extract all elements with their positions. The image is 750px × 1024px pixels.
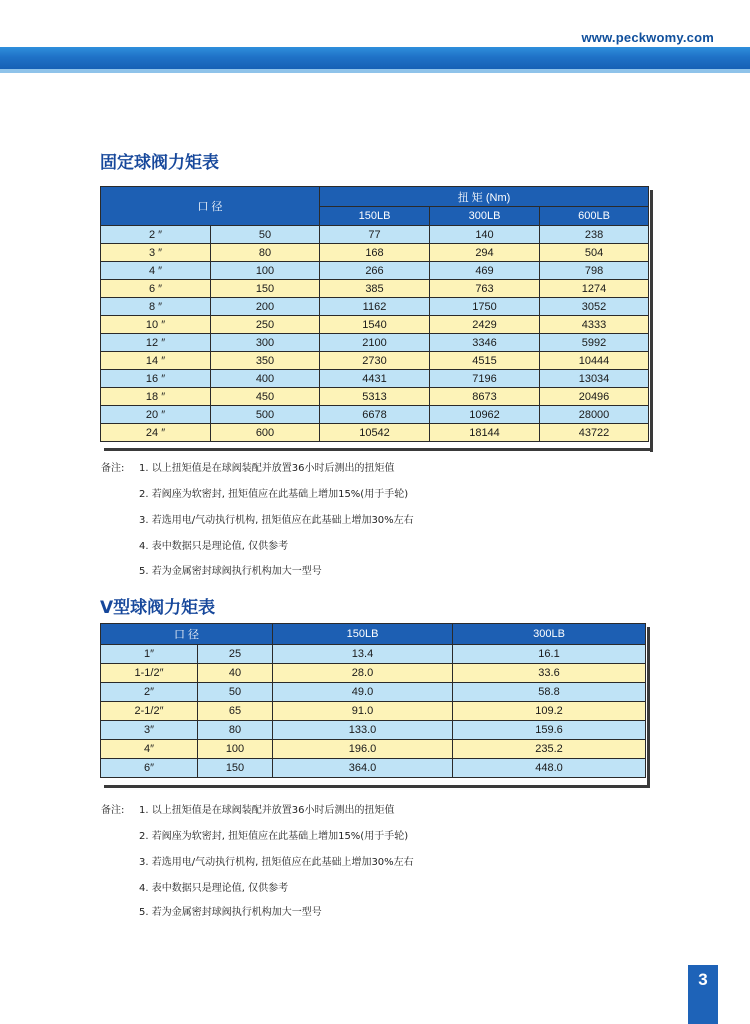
fixed-ball-valve-torque-table <box>100 186 649 442</box>
note-item: 4. 表中数据只是理论值, 仅供参考 <box>139 883 289 894</box>
cell-v150: 2100 <box>320 334 430 352</box>
cell-inch: 2-1/2″ <box>101 702 198 721</box>
cell-v300: 763 <box>430 280 540 298</box>
v-ball-valve-torque-table <box>100 623 646 778</box>
table2-shadow-bottom <box>104 785 650 788</box>
cell-dn: 100 <box>198 740 273 759</box>
cell-v600: 238 <box>540 226 649 244</box>
note-item: 2. 若阀座为软密封, 扭矩值应在此基础上增加15%(用于手轮) <box>139 489 409 500</box>
cell-dn: 80 <box>198 721 273 740</box>
cell-v150: 6678 <box>320 406 430 424</box>
cell-v150: 196.0 <box>273 740 453 759</box>
table-row <box>101 316 649 334</box>
cell-v150: 133.0 <box>273 721 453 740</box>
cell-v300: 109.2 <box>453 702 646 721</box>
cell-v600: 4333 <box>540 316 649 334</box>
cell-dn: 25 <box>198 645 273 664</box>
cell-inch: 14 ″ <box>101 352 211 370</box>
cell-dn: 250 <box>211 316 320 334</box>
cell-dn: 150 <box>198 759 273 778</box>
note-item: 3. 若选用电/气动执行机构, 扭矩值应在此基础上增加30%左右 <box>139 857 414 868</box>
cell-v600: 5992 <box>540 334 649 352</box>
page-number: 3 <box>698 970 708 989</box>
table-row <box>101 664 646 683</box>
table1-shadow <box>650 190 653 452</box>
cell-v300: 58.8 <box>453 683 646 702</box>
class-header-600: 600LB <box>540 207 649 226</box>
notes-label: 备注: <box>101 805 125 816</box>
table-row <box>101 702 646 721</box>
table-row <box>101 370 649 388</box>
cell-v300: 16.1 <box>453 645 646 664</box>
cell-v300: 448.0 <box>453 759 646 778</box>
cell-dn: 450 <box>211 388 320 406</box>
table-row <box>101 683 646 702</box>
cell-inch: 1-1/2″ <box>101 664 198 683</box>
cell-inch: 4″ <box>101 740 198 759</box>
table-row <box>101 262 649 280</box>
cell-inch: 12 ″ <box>101 334 211 352</box>
cell-dn: 150 <box>211 280 320 298</box>
cell-v300: 140 <box>430 226 540 244</box>
table-row <box>101 406 649 424</box>
class-header-150: 150LB <box>320 207 430 226</box>
cell-inch: 20 ″ <box>101 406 211 424</box>
site-url[interactable]: www.peckwomy.com <box>581 30 714 45</box>
class-header-300: 300LB <box>430 207 540 226</box>
cell-v600: 3052 <box>540 298 649 316</box>
note-item: 5. 若为金属密封球阀执行机构加大一型号 <box>139 566 322 577</box>
cell-v600: 13034 <box>540 370 649 388</box>
cell-v600: 504 <box>540 244 649 262</box>
table-row <box>101 226 649 244</box>
table-row <box>101 352 649 370</box>
table-row <box>101 740 646 759</box>
notes-label: 备注: <box>101 463 125 474</box>
note-item: 4. 表中数据只是理论值, 仅供参考 <box>139 541 289 552</box>
cell-v300: 8673 <box>430 388 540 406</box>
v-ball-valve-torque-title: V型球阀力矩表 <box>100 598 216 618</box>
cell-v150: 385 <box>320 280 430 298</box>
cell-inch: 10 ″ <box>101 316 211 334</box>
table-row <box>101 388 649 406</box>
cell-dn: 50 <box>211 226 320 244</box>
cell-dn: 300 <box>211 334 320 352</box>
note-item: 5. 若为金属密封球阀执行机构加大一型号 <box>139 907 322 918</box>
size-header: 口 径 <box>101 187 320 226</box>
cell-inch: 2″ <box>101 683 198 702</box>
cell-v150: 168 <box>320 244 430 262</box>
cell-inch: 6″ <box>101 759 198 778</box>
cell-dn: 600 <box>211 424 320 442</box>
cell-inch: 16 ″ <box>101 370 211 388</box>
cell-v150: 364.0 <box>273 759 453 778</box>
fixed-ball-valve-torque-title: 固定球阀力矩表 <box>100 153 219 173</box>
cell-inch: 3″ <box>101 721 198 740</box>
note-item: 1. 以上扭矩值是在球阀装配并放置36小时后测出的扭矩值 <box>139 805 395 816</box>
note-item: 1. 以上扭矩值是在球阀装配并放置36小时后测出的扭矩值 <box>139 463 395 474</box>
cell-inch: 8 ″ <box>101 298 211 316</box>
cell-v300: 4515 <box>430 352 540 370</box>
cell-v300: 1750 <box>430 298 540 316</box>
note-item: 2. 若阀座为软密封, 扭矩值应在此基础上增加15%(用于手轮) <box>139 831 409 842</box>
cell-v300: 2429 <box>430 316 540 334</box>
cell-dn: 50 <box>198 683 273 702</box>
cell-v300: 18144 <box>430 424 540 442</box>
cell-inch: 3 ″ <box>101 244 211 262</box>
cell-dn: 500 <box>211 406 320 424</box>
cell-v300: 159.6 <box>453 721 646 740</box>
cell-v150: 28.0 <box>273 664 453 683</box>
cell-dn: 200 <box>211 298 320 316</box>
cell-v300: 10962 <box>430 406 540 424</box>
cell-inch: 18 ″ <box>101 388 211 406</box>
table1-body <box>101 226 649 442</box>
cell-dn: 65 <box>198 702 273 721</box>
cell-v150: 49.0 <box>273 683 453 702</box>
cell-inch: 24 ″ <box>101 424 211 442</box>
cell-inch: 6 ″ <box>101 280 211 298</box>
cell-inch: 2 ″ <box>101 226 211 244</box>
cell-v300: 294 <box>430 244 540 262</box>
table-row <box>101 280 649 298</box>
cell-v300: 235.2 <box>453 740 646 759</box>
cell-v300: 7196 <box>430 370 540 388</box>
cell-v600: 10444 <box>540 352 649 370</box>
table2-shadow <box>647 627 650 788</box>
table1-shadow-bottom <box>104 448 653 451</box>
header-band <box>0 47 750 69</box>
cell-v150: 5313 <box>320 388 430 406</box>
cell-v150: 91.0 <box>273 702 453 721</box>
table-row <box>101 759 646 778</box>
cell-v150: 10542 <box>320 424 430 442</box>
cell-dn: 350 <box>211 352 320 370</box>
cell-v600: 20496 <box>540 388 649 406</box>
cell-v300: 469 <box>430 262 540 280</box>
cell-v300: 3346 <box>430 334 540 352</box>
cell-dn: 100 <box>211 262 320 280</box>
torque-header: 扭 矩 (Nm) <box>320 187 649 207</box>
cell-v600: 798 <box>540 262 649 280</box>
size-header: 口 径 <box>101 624 273 645</box>
cell-v600: 1274 <box>540 280 649 298</box>
note-item: 3. 若选用电/气动执行机构, 扭矩值应在此基础上增加30%左右 <box>139 515 414 526</box>
table-row <box>101 721 646 740</box>
class-header-150: 150LB <box>273 624 453 645</box>
table-row <box>101 645 646 664</box>
cell-v600: 28000 <box>540 406 649 424</box>
cell-dn: 80 <box>211 244 320 262</box>
cell-v150: 13.4 <box>273 645 453 664</box>
cell-dn: 40 <box>198 664 273 683</box>
cell-inch: 1″ <box>101 645 198 664</box>
cell-v150: 266 <box>320 262 430 280</box>
table-row <box>101 244 649 262</box>
cell-dn: 400 <box>211 370 320 388</box>
header-band-accent <box>0 69 750 73</box>
cell-v150: 4431 <box>320 370 430 388</box>
class-header-300: 300LB <box>453 624 646 645</box>
table-row <box>101 298 649 316</box>
table-row <box>101 334 649 352</box>
table-row <box>101 424 649 442</box>
cell-inch: 4 ″ <box>101 262 211 280</box>
cell-v150: 77 <box>320 226 430 244</box>
cell-v150: 1540 <box>320 316 430 334</box>
cell-v150: 2730 <box>320 352 430 370</box>
cell-v300: 33.6 <box>453 664 646 683</box>
cell-v150: 1162 <box>320 298 430 316</box>
cell-v600: 43722 <box>540 424 649 442</box>
table2-body <box>101 645 646 778</box>
